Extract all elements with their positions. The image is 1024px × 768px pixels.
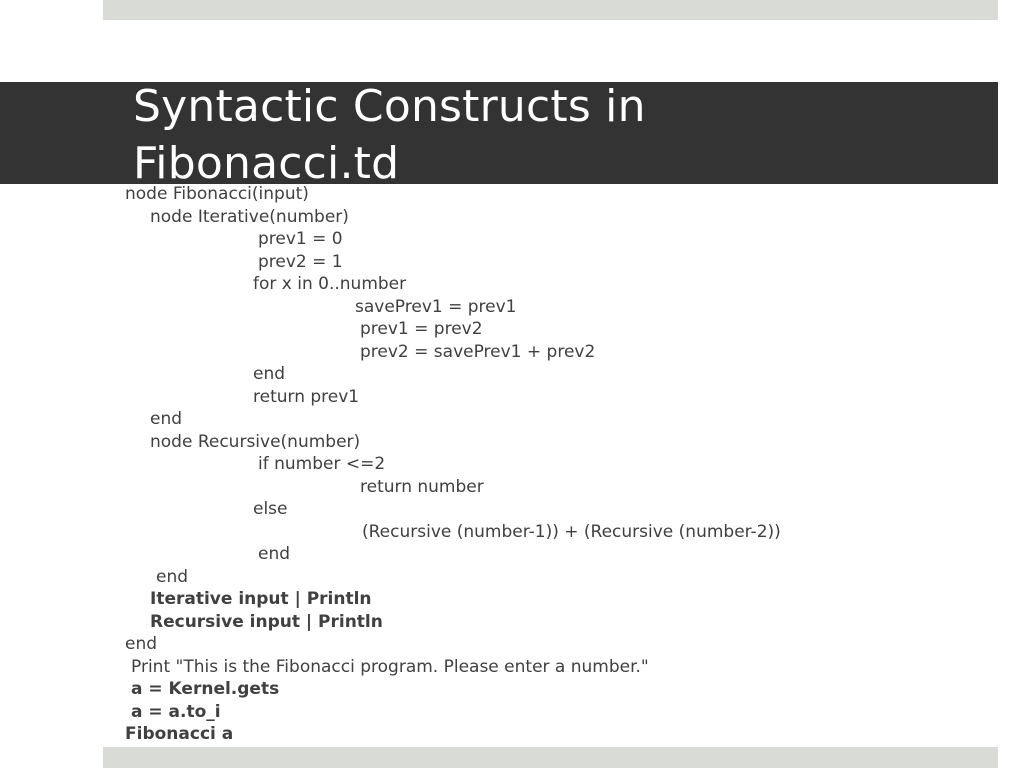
code-line: end <box>258 544 291 564</box>
code-line: node Recursive(number) <box>150 432 361 452</box>
bottom-decorative-band <box>103 747 998 768</box>
code-line: a = a.to_i <box>131 702 221 722</box>
code-line: Fibonacci a <box>125 724 234 744</box>
code-line: prev1 = prev2 <box>360 319 483 339</box>
code-line: end <box>253 364 286 384</box>
code-line: return prev1 <box>253 387 360 407</box>
code-line: node Iterative(number) <box>150 207 349 227</box>
code-line: for x in 0..number <box>253 274 407 294</box>
top-decorative-band <box>103 0 998 20</box>
code-line: return number <box>360 477 484 497</box>
slide-title <box>133 78 753 192</box>
code-line: a = Kernel.gets <box>131 679 280 699</box>
code-line: if number <=2 <box>258 454 386 474</box>
code-line: prev2 = savePrev1 + prev2 <box>360 342 596 362</box>
code-line: end <box>150 409 183 429</box>
title-line-1: Syntactic Constructs in <box>133 81 646 132</box>
code-line: end <box>156 567 189 587</box>
code-line: prev2 = 1 <box>258 252 343 272</box>
code-line: prev1 = 0 <box>258 229 343 249</box>
code-line: (Recursive (number-1)) + (Recursive (number-2)) <box>362 522 781 542</box>
code-line: end <box>125 634 158 654</box>
code-line: Print "This is the Fibonacci program. Please enter a number." <box>131 657 649 677</box>
code-line: Recursive input | Println <box>150 612 383 632</box>
title-line-2: Fibonacci.td <box>133 138 400 189</box>
code-line: savePrev1 = prev1 <box>355 297 517 317</box>
code-line: else <box>253 499 288 519</box>
code-line: Iterative input | Println <box>150 589 372 609</box>
code-line: node Fibonacci(input) <box>125 184 309 204</box>
